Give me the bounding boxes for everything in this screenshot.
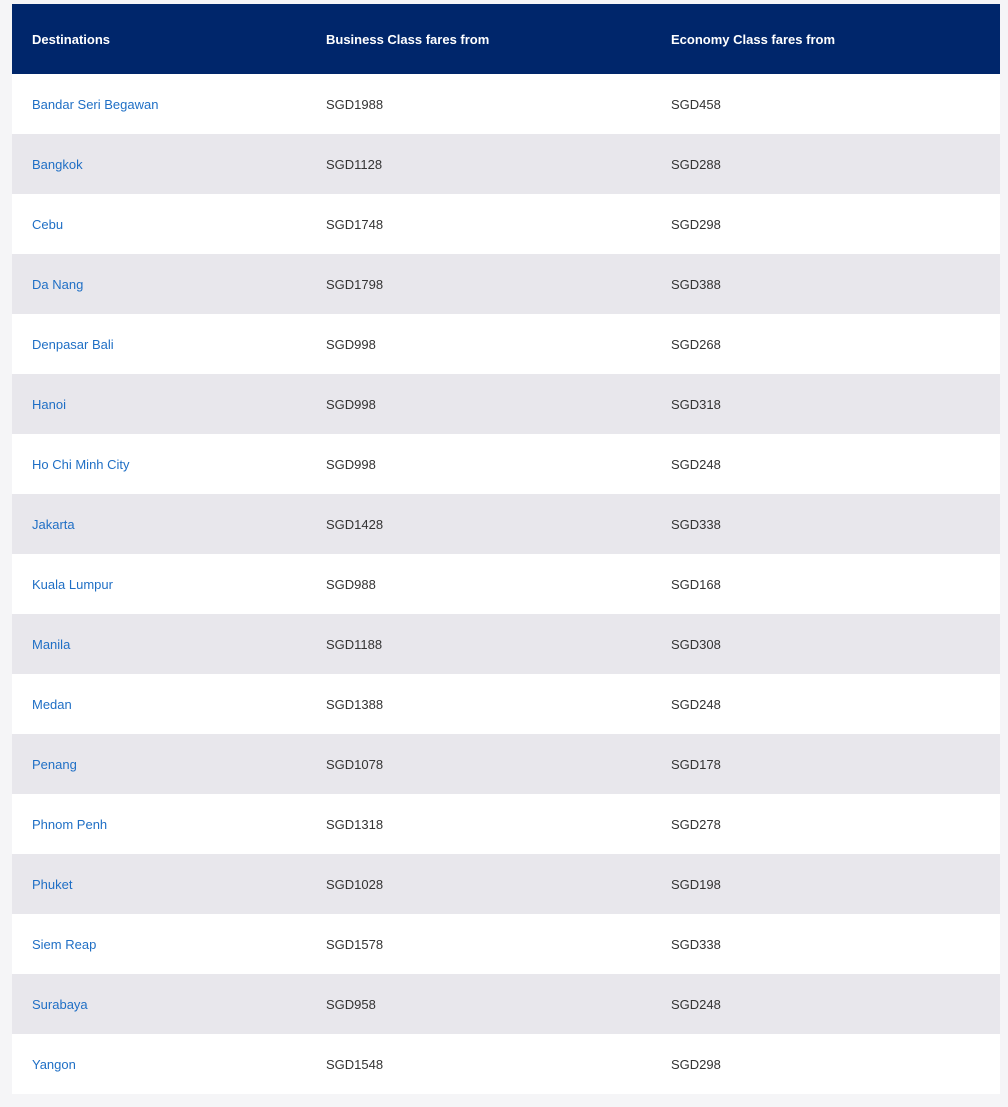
table-row (12, 614, 1000, 674)
economy-fare-cell: SGD278 (671, 816, 721, 832)
table-row (12, 554, 1000, 614)
destination-link[interactable]: Cebu (32, 216, 64, 232)
business-fare-cell: SGD1028 (326, 876, 384, 892)
destination-cell (12, 637, 306, 652)
destination-cell (12, 97, 306, 112)
destination-cell (12, 517, 306, 532)
header-destinations: Destinations (32, 31, 111, 47)
header-economy-fares: Economy Class fares from (671, 31, 836, 47)
destination-cell (12, 877, 306, 892)
destination-cell (12, 457, 306, 472)
business-fare-cell: SGD1578 (326, 936, 384, 952)
economy-fare-cell: SGD298 (671, 1056, 721, 1072)
business-fare-cell: SGD1318 (326, 816, 384, 832)
business-fare-cell: SGD1548 (326, 1056, 384, 1072)
business-fare-cell: SGD998 (326, 336, 376, 352)
business-fare-cell: SGD1428 (326, 516, 384, 532)
destination-link[interactable]: Yangon (32, 1056, 76, 1072)
business-fare-cell: SGD1388 (326, 696, 384, 712)
destination-cell (12, 997, 306, 1012)
table-row (12, 734, 1000, 794)
destination-link[interactable]: Surabaya (32, 996, 88, 1012)
table-row (12, 254, 1000, 314)
destination-link[interactable]: Bangkok (32, 156, 83, 172)
destination-link[interactable]: Ho Chi Minh City (32, 456, 130, 472)
destination-cell (12, 817, 306, 832)
table-row (12, 74, 1000, 134)
destination-link[interactable]: Denpasar Bali (32, 336, 114, 352)
destination-cell (12, 397, 306, 412)
table-row (12, 794, 1000, 854)
economy-fare-cell: SGD338 (671, 936, 721, 952)
destination-link[interactable]: Da Nang (32, 276, 84, 292)
business-fare-cell: SGD958 (326, 996, 376, 1012)
destination-cell (12, 157, 306, 172)
economy-fare-cell: SGD338 (671, 516, 721, 532)
table-row (12, 1034, 1000, 1094)
business-fare-cell: SGD998 (326, 456, 376, 472)
destination-link[interactable]: Phuket (32, 876, 73, 892)
economy-fare-cell: SGD268 (671, 336, 721, 352)
table-row (12, 854, 1000, 914)
destination-link[interactable]: Bandar Seri Begawan (32, 96, 159, 112)
table-body (12, 74, 1000, 1094)
business-fare-cell: SGD1188 (326, 636, 383, 652)
destination-cell (12, 697, 306, 712)
business-fare-cell: SGD1988 (326, 96, 384, 112)
economy-fare-cell: SGD198 (671, 876, 721, 892)
fares-table (12, 4, 1000, 1094)
destination-link[interactable]: Penang (32, 756, 77, 772)
business-fare-cell: SGD988 (326, 576, 376, 592)
table-row (12, 494, 1000, 554)
table-row (12, 314, 1000, 374)
economy-fare-cell: SGD248 (671, 696, 721, 712)
table-row (12, 434, 1000, 494)
destination-cell (12, 937, 306, 952)
economy-fare-cell: SGD298 (671, 216, 721, 232)
business-fare-cell: SGD1798 (326, 276, 384, 292)
business-fare-cell: SGD1128 (326, 156, 383, 172)
table-header (12, 4, 1000, 74)
business-fare-cell: SGD1748 (326, 216, 384, 232)
table-row (12, 974, 1000, 1034)
table-row (12, 374, 1000, 434)
business-fare-cell: SGD998 (326, 396, 376, 412)
destination-cell (12, 217, 306, 232)
destination-cell (12, 337, 306, 352)
destination-link[interactable]: Medan (32, 696, 72, 712)
economy-fare-cell: SGD248 (671, 456, 721, 472)
economy-fare-cell: SGD308 (671, 636, 721, 652)
destination-link[interactable]: Siem Reap (32, 936, 97, 952)
destination-link[interactable]: Kuala Lumpur (32, 576, 113, 592)
economy-fare-cell: SGD248 (671, 996, 721, 1012)
destination-cell (12, 757, 306, 772)
destination-cell (12, 577, 306, 592)
destination-cell (12, 1057, 306, 1072)
economy-fare-cell: SGD288 (671, 156, 721, 172)
destination-link[interactable]: Hanoi (32, 396, 66, 412)
business-fare-cell: SGD1078 (326, 756, 384, 772)
destination-link[interactable]: Jakarta (32, 516, 75, 532)
header-business-fares: Business Class fares from (326, 31, 490, 47)
economy-fare-cell: SGD458 (671, 96, 721, 112)
economy-fare-cell: SGD168 (671, 576, 721, 592)
economy-fare-cell: SGD388 (671, 276, 721, 292)
destination-cell (12, 277, 306, 292)
table-row (12, 134, 1000, 194)
destination-link[interactable]: Manila (32, 636, 71, 652)
table-row (12, 194, 1000, 254)
table-row (12, 914, 1000, 974)
economy-fare-cell: SGD318 (671, 396, 721, 412)
table-row (12, 674, 1000, 734)
economy-fare-cell: SGD178 (671, 756, 721, 772)
destination-link[interactable]: Phnom Penh (32, 816, 108, 832)
